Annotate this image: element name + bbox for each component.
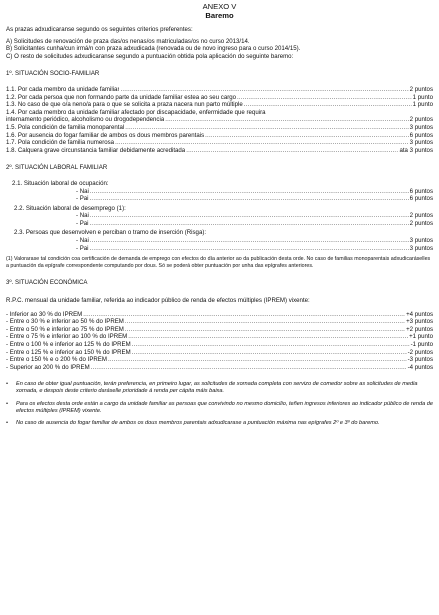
criterion-a: A) Solicitudes de renovación de praza das/os nenas/os matriculadas/os no curso 2013/14. — [6, 37, 250, 45]
score-row — [6, 212, 433, 220]
score-row — [6, 94, 433, 102]
score-points: -1 punto — [410, 340, 433, 348]
score-label: - Entre o 75 % e inferior ao 100 % do IPREM — [6, 333, 128, 341]
score-row — [6, 101, 433, 109]
section-intro: R.P.C. mensual da unidade familiar, referida ao indicador público de renda de efectos múltiples (IPREM) vixente: — [6, 297, 310, 305]
score-row — [6, 245, 433, 253]
score-label: 1.3. No caso de que o/a neno/a para o que se solicita a praza nacera nun parto múltiple — [6, 101, 243, 109]
score-row — [6, 364, 433, 372]
score-label: - Pai — [76, 195, 89, 203]
score-label: - Pai — [76, 219, 89, 227]
score-row — [6, 326, 433, 334]
score-points: -4 puntos — [407, 363, 433, 371]
score-points: 6 puntos — [409, 195, 433, 203]
score-label: internamento periódico, alcoholismo ou drogodependencia — [6, 116, 165, 124]
score-row — [6, 341, 433, 349]
score-points: 2 puntos — [409, 85, 433, 93]
criterion-b: B) Solicitantes cunha/cun irmá/n con praza adxudicada (renovada ou de novo ingreso para o curso 2014/15). — [6, 45, 301, 53]
section-title: 1º. SITUACIÓN SOCIO-FAMILIAR — [6, 70, 100, 78]
section-title: 3º. SITUACIÓN ECONÓMICA — [6, 279, 88, 287]
note-item — [6, 381, 433, 395]
score-row — [6, 333, 433, 341]
score-label: - Inferior ao 30 % do IPREM — [6, 310, 83, 318]
score-row — [6, 116, 433, 124]
note-text: No caso de ausencia do fogar familiar de ambos os dous membros parentais adxudicarase a puntuación máxima nas epígrafes 2º e 3º do baremo. — [16, 420, 380, 427]
score-points: +4 puntos — [406, 310, 433, 318]
score-row — [6, 124, 433, 132]
score-label: - Nai — [76, 237, 89, 245]
score-row — [6, 132, 433, 140]
score-points: 6 puntos — [409, 187, 433, 195]
subsection-title: 2.2. Situación laboral de desemprego (1): — [14, 204, 126, 212]
score-points: 3 puntos — [409, 237, 433, 245]
score-row — [6, 311, 433, 319]
score-points: 3 puntos — [409, 123, 433, 131]
score-row — [6, 86, 433, 94]
score-points: ata 3 puntos — [399, 146, 433, 154]
bullet-icon: • — [6, 400, 8, 407]
score-points: 2 puntos — [409, 116, 433, 124]
score-row — [6, 195, 433, 203]
score-label: - Pai — [76, 244, 89, 252]
score-points: 3 puntos — [409, 139, 433, 147]
score-label: 1.2. Por cada persoa que non formando parte da unidade familiar estea ao seu cargo — [6, 93, 237, 101]
bullet-icon: • — [6, 420, 8, 427]
subsection-title: 2.3. Persoas que desenvolven e perciban o tramo de inserción (Risga): — [14, 229, 207, 237]
score-label: - Entre o 50 % e inferior ao 75 % do IPREM — [6, 325, 124, 333]
intro-text: As prazas adxudicaranse segundo os seguintes criterios preferentes: — [6, 26, 193, 33]
note-text: Para os efectos desta orde están a cargo da unidade familiar as persoas que convivindo no mesmo domicilio, teñen ingresos inferiores ao indicador público de renda de efectos múltiples (IPREM) vixente. — [16, 400, 433, 414]
score-points: 2 puntos — [409, 212, 433, 220]
score-points: +1 punto — [409, 333, 433, 341]
score-points: -3 puntos — [407, 356, 433, 364]
footnote: (1) Valorarase tal condición coa certificación de demanda de emprego con efectos do día anterior ao da publicación desta orde. No caso de familias monoparentais adxudicaráselles a puntuación da epígrafe correspondente computando por dous. Só se poderá obter puntuación por unha das epígrafes anteriores. — [6, 256, 431, 269]
criterion-c: C) O resto de solicitudes adxudicaranse segundo a puntuación obtida pola aplicación do seguinte baremo: — [6, 52, 294, 60]
score-points: 6 puntos — [409, 131, 433, 139]
score-points: -2 puntos — [407, 348, 433, 356]
score-row — [6, 220, 433, 228]
note-item — [6, 420, 433, 427]
score-row — [6, 188, 433, 196]
score-label: - Nai — [76, 187, 89, 195]
note-text: En caso de obter igual puntuación, terán preferencia, en primeiro lugar, as solicitudes de xornada completa con servizo de comedor sobre as solicitudes de media xornada, e despois deste criterio daráselle prioridade á renda per cápita máis baixa. — [16, 381, 418, 395]
page-title: Baremo — [205, 11, 234, 20]
score-label: 1.8. Calquera grave circunstancia familiar debidamente acreditada — [6, 146, 186, 154]
score-row — [6, 318, 433, 326]
annex-label: ANEXO V — [202, 2, 237, 11]
score-label: - Entre o 125 % e inferior ao 150 % do IPREM — [6, 348, 131, 356]
score-label: - Entre o 100 % e inferior ao 125 % do IPREM — [6, 340, 131, 348]
section-title: 2º. SITUACIÓN LABORAL FAMILIAR — [6, 164, 108, 172]
score-label: - Entre o 30 % e inferior ao 50 % do IPREM — [6, 318, 124, 326]
score-label: 1.6. Por ausencia do fogar familiar de ambos os dous membros parentais — [6, 131, 205, 139]
note-item — [6, 401, 433, 415]
score-row — [6, 147, 433, 155]
score-row — [6, 356, 433, 364]
score-label: - Nai — [76, 212, 89, 220]
score-points: 3 puntos — [409, 244, 433, 252]
score-points: 2 puntos — [409, 219, 433, 227]
score-label: - Entre o 150 % e o 200 % do IPREM — [6, 356, 107, 364]
score-label: - Superior ao 200 % do IPREM — [6, 363, 90, 371]
score-label: 1.5. Pola condición de familia monoparental — [6, 123, 125, 131]
score-points: 1 punto — [412, 93, 433, 101]
score-label: 1.1. Por cada membro da unidade familiar — [6, 85, 120, 93]
header — [6, 2, 433, 20]
score-points: +3 puntos — [406, 318, 433, 326]
score-row — [6, 237, 433, 245]
bullet-icon: • — [6, 381, 8, 388]
score-row — [6, 139, 433, 147]
score-label: 1.7. Pola condición de familia numerosa — [6, 139, 115, 147]
score-label: 1.4. Por cada membro da unidade familiar afectado por discapacidade, enfermidade que requira — [6, 108, 266, 116]
score-points: +2 puntos — [406, 325, 433, 333]
score-row — [6, 349, 433, 357]
subsection-title: 2.1. Situación laboral de ocupación: — [12, 179, 109, 187]
score-points: 1 punto — [412, 101, 433, 109]
